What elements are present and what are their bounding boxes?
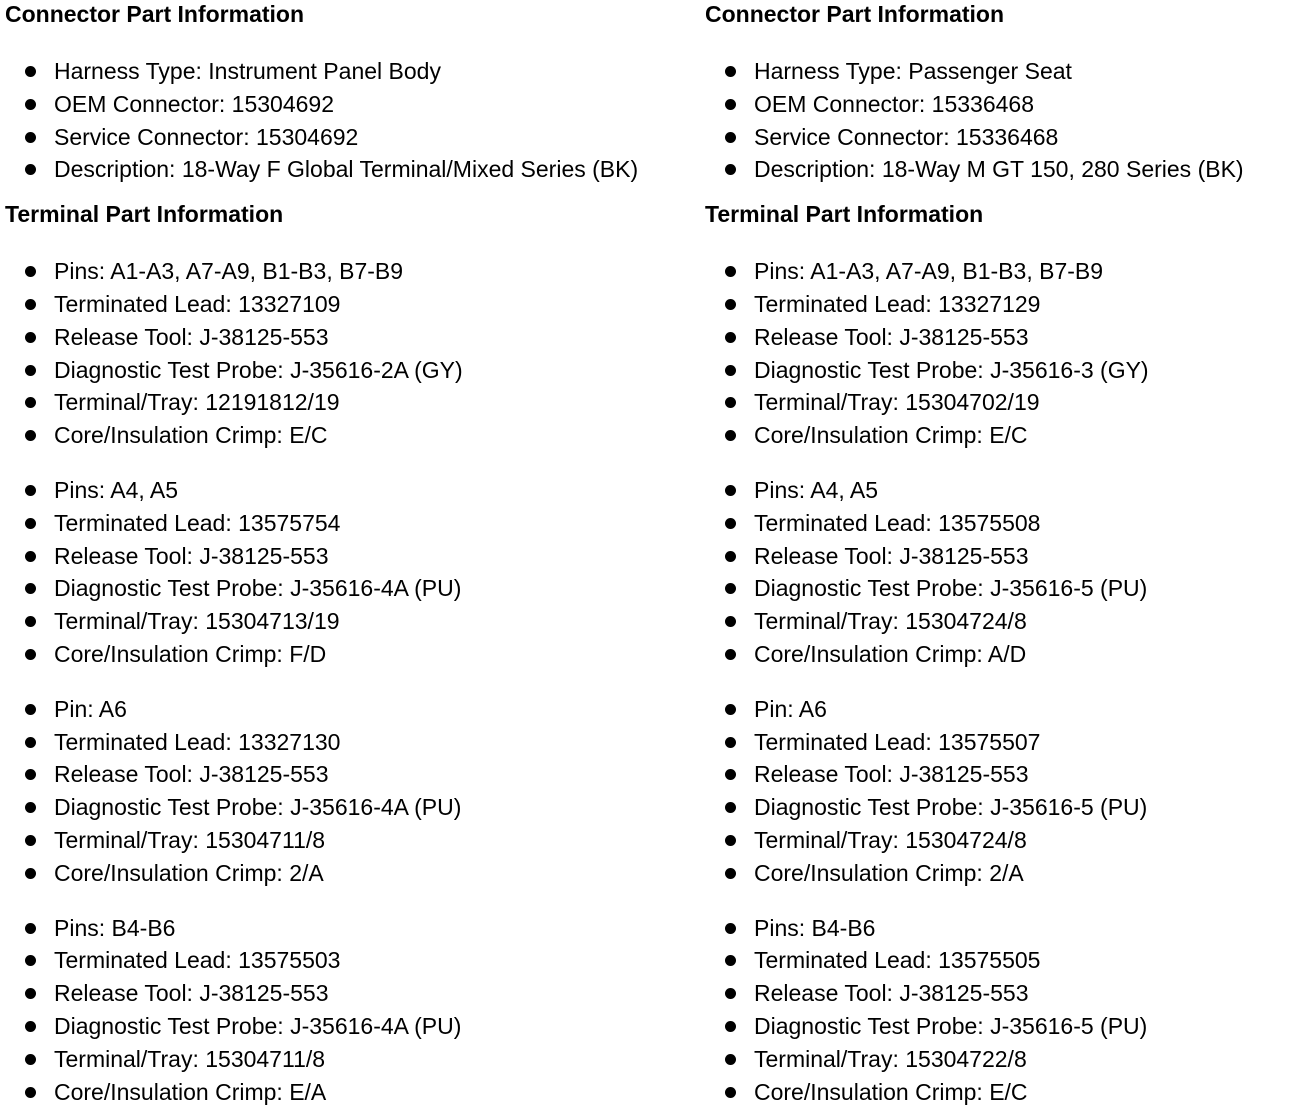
bullet-icon [25, 397, 36, 408]
list-item: Pins: A1-A3, A7-A9, B1-B3, B7-B9 [705, 255, 1312, 288]
list-item: Core/Insulation Crimp: E/C [705, 419, 1312, 452]
list-item: Harness Type: Instrument Panel Body [5, 55, 645, 88]
bullet-icon [25, 1021, 36, 1032]
list-item: Pins: B4-B6 [5, 912, 645, 945]
list-item: Diagnostic Test Probe: J-35616-4A (PU) [5, 572, 645, 605]
list-item: Diagnostic Test Probe: J-35616-4A (PU) [5, 791, 645, 824]
list-item: Diagnostic Test Probe: J-35616-2A (GY) [5, 354, 645, 387]
list-item: Terminal/Tray: 15304724/8 [705, 824, 1312, 857]
bullet-icon [725, 485, 736, 496]
bullet-icon [725, 132, 736, 143]
list-item: Terminated Lead: 13327130 [5, 726, 645, 759]
bullet-icon [25, 868, 36, 879]
list-item: Pins: B4-B6 [705, 912, 1312, 945]
list-item: Diagnostic Test Probe: J-35616-5 (PU) [705, 572, 1312, 605]
bullet-icon [725, 704, 736, 715]
bullet-icon [725, 397, 736, 408]
list-item: OEM Connector: 15336468 [705, 88, 1312, 121]
list-item: Terminal/Tray: 15304702/19 [705, 386, 1312, 419]
bullet-icon [25, 266, 36, 277]
bullet-icon [725, 583, 736, 594]
bullet-icon [25, 299, 36, 310]
bullet-icon [25, 132, 36, 143]
bullet-icon [25, 769, 36, 780]
bullet-icon [725, 802, 736, 813]
bullet-icon [725, 955, 736, 966]
list-item: Pins: A1-A3, A7-A9, B1-B3, B7-B9 [5, 255, 645, 288]
bullet-icon [725, 551, 736, 562]
bullet-icon [725, 649, 736, 660]
bullet-icon [25, 551, 36, 562]
bullet-icon [725, 99, 736, 110]
list-item: Core/Insulation Crimp: E/A [5, 1076, 645, 1108]
list-item: Terminated Lead: 13575754 [5, 507, 645, 540]
list-item: Core/Insulation Crimp: E/C [705, 1076, 1312, 1108]
bullet-icon [25, 988, 36, 999]
list-item: Release Tool: J-38125-553 [705, 321, 1312, 354]
bullet-icon [25, 649, 36, 660]
list-item: Terminal/Tray: 15304713/19 [5, 605, 645, 638]
bullet-icon [725, 365, 736, 376]
list-item: Core/Insulation Crimp: E/C [5, 419, 645, 452]
bullet-icon [725, 266, 736, 277]
bullet-icon [25, 923, 36, 934]
bullet-icon [25, 583, 36, 594]
list-item: Terminated Lead: 13575508 [705, 507, 1312, 540]
connector-heading: Connector Part Information [705, 1, 1005, 27]
bullet-icon [725, 332, 736, 343]
terminal-group [5, 255, 645, 452]
list-item: Terminated Lead: 13327129 [705, 288, 1312, 321]
list-item: Pins: A4, A5 [5, 474, 645, 507]
list-item: Service Connector: 15304692 [5, 121, 645, 154]
list-item: Release Tool: J-38125-553 [705, 977, 1312, 1010]
bullet-icon [725, 988, 736, 999]
terminal-group [705, 693, 1312, 890]
bullet-icon [725, 1087, 736, 1098]
terminal-group [5, 912, 645, 1108]
bullet-icon [25, 332, 36, 343]
terminal-group [705, 474, 1312, 671]
left-column [5, 0, 645, 1108]
bullet-icon [725, 1054, 736, 1065]
list-item: Terminal/Tray: 15304711/8 [5, 1043, 645, 1076]
list-item: OEM Connector: 15304692 [5, 88, 645, 121]
list-item: Core/Insulation Crimp: 2/A [5, 857, 645, 890]
bullet-icon [25, 365, 36, 376]
list-item: Description: 18-Way M GT 150, 280 Series (BK) [705, 153, 1312, 186]
bullet-icon [25, 704, 36, 715]
list-item: Terminal/Tray: 15304711/8 [5, 824, 645, 857]
terminal-group [5, 693, 645, 890]
connector-heading: Connector Part Information [5, 1, 305, 27]
bullet-icon [25, 1054, 36, 1065]
list-item: Pins: A4, A5 [705, 474, 1312, 507]
list-item: Diagnostic Test Probe: J-35616-4A (PU) [5, 1010, 645, 1043]
bullet-icon [25, 485, 36, 496]
list-item: Pin: A6 [5, 693, 645, 726]
terminal-heading: Terminal Part Information [705, 201, 984, 228]
list-item: Terminal/Tray: 15304724/8 [705, 605, 1312, 638]
terminal-group [705, 912, 1312, 1108]
list-item: Release Tool: J-38125-553 [5, 758, 645, 791]
list-item: Terminal/Tray: 12191812/19 [5, 386, 645, 419]
bullet-icon [25, 1087, 36, 1098]
bullet-icon [725, 164, 736, 175]
list-item: Terminated Lead: 13327109 [5, 288, 645, 321]
bullet-icon [725, 737, 736, 748]
list-item: Diagnostic Test Probe: J-35616-5 (PU) [705, 791, 1312, 824]
bullet-icon [725, 923, 736, 934]
list-item: Terminated Lead: 13575505 [705, 944, 1312, 977]
list-item: Release Tool: J-38125-553 [5, 540, 645, 573]
list-item: Diagnostic Test Probe: J-35616-5 (PU) [705, 1010, 1312, 1043]
terminal-heading: Terminal Part Information [5, 201, 284, 228]
terminal-group [5, 474, 645, 671]
bullet-icon [725, 518, 736, 529]
bullet-icon [25, 955, 36, 966]
bullet-icon [25, 164, 36, 175]
right-column [705, 0, 1312, 1108]
list-item: Description: 18-Way F Global Terminal/Mixed Series (BK) [5, 153, 645, 186]
list-item: Terminal/Tray: 15304722/8 [705, 1043, 1312, 1076]
bullet-icon [725, 769, 736, 780]
list-item: Release Tool: J-38125-553 [705, 758, 1312, 791]
bullet-icon [25, 835, 36, 846]
bullet-icon [725, 430, 736, 441]
bullet-icon [25, 616, 36, 627]
bullet-icon [725, 1021, 736, 1032]
list-item: Diagnostic Test Probe: J-35616-3 (GY) [705, 354, 1312, 387]
bullet-icon [725, 868, 736, 879]
list-item: Release Tool: J-38125-553 [705, 540, 1312, 573]
bullet-icon [725, 835, 736, 846]
list-item: Core/Insulation Crimp: A/D [705, 638, 1312, 671]
list-item: Release Tool: J-38125-553 [5, 321, 645, 354]
bullet-icon [25, 430, 36, 441]
list-item: Terminated Lead: 13575507 [705, 726, 1312, 759]
list-item: Core/Insulation Crimp: F/D [5, 638, 645, 671]
connector-info-list [5, 55, 645, 186]
bullet-icon [25, 737, 36, 748]
list-item: Service Connector: 15336468 [705, 121, 1312, 154]
terminal-group [705, 255, 1312, 452]
bullet-icon [25, 518, 36, 529]
bullet-icon [25, 802, 36, 813]
bullet-icon [25, 66, 36, 77]
list-item: Core/Insulation Crimp: 2/A [705, 857, 1312, 890]
bullet-icon [25, 99, 36, 110]
bullet-icon [725, 299, 736, 310]
list-item: Terminated Lead: 13575503 [5, 944, 645, 977]
bullet-icon [725, 616, 736, 627]
list-item: Pin: A6 [705, 693, 1312, 726]
list-item: Harness Type: Passenger Seat [705, 55, 1312, 88]
bullet-icon [725, 66, 736, 77]
list-item: Release Tool: J-38125-553 [5, 977, 645, 1010]
connector-info-list [705, 55, 1312, 186]
